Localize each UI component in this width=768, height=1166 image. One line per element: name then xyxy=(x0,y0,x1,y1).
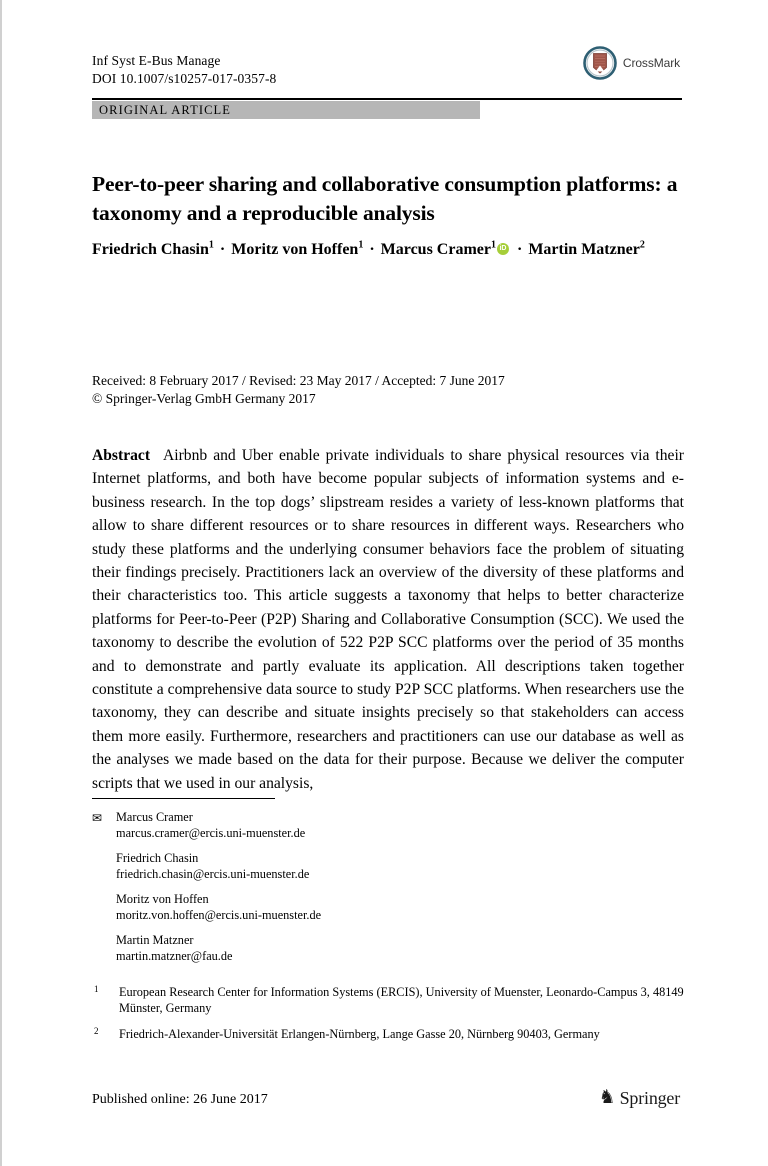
publication-dates xyxy=(92,372,505,408)
journal-header xyxy=(92,52,276,87)
author-name: Moritz von Hoffen xyxy=(231,241,359,258)
article-type-label: ORIGINAL ARTICLE xyxy=(99,102,231,117)
author-affiliation-marker: 1 xyxy=(358,239,364,251)
author-2[interactable] xyxy=(231,241,363,258)
affiliation-list xyxy=(92,985,692,1054)
contact-email[interactable]: marcus.cramer@ercis.uni-muenster.de xyxy=(116,825,306,840)
affiliation-entry xyxy=(92,985,692,1016)
author-list xyxy=(92,238,692,261)
author-separator: · xyxy=(365,241,379,258)
springer-wordmark: Springer xyxy=(619,1088,680,1108)
contact-name: Marcus Cramer xyxy=(116,810,193,824)
author-1[interactable] xyxy=(92,241,214,258)
author-separator: · xyxy=(215,241,230,258)
contact-name: Martin Matzner xyxy=(116,933,194,947)
envelope-icon: ✉ xyxy=(92,811,103,825)
abstract-heading: Abstract xyxy=(92,447,151,464)
affiliation-marker: 2 xyxy=(94,1026,99,1036)
journal-doi: DOI 10.1007/s10257-017-0357-8 xyxy=(92,70,277,86)
contact-email[interactable]: friedrich.chasin@ercis.uni-muenster.de xyxy=(116,866,310,881)
header-rule xyxy=(92,98,682,100)
contact-entry xyxy=(92,892,692,923)
contact-entry xyxy=(92,933,692,964)
date-history: Received: 8 February 2017 / Revised: 23 May 2017 / Accepted: 7 June 2017 xyxy=(92,373,505,388)
crossmark-logo[interactable] xyxy=(583,46,680,80)
crossmark-icon xyxy=(583,46,617,80)
footnote-rule xyxy=(92,798,275,799)
contact-entry xyxy=(92,810,692,841)
orcid-icon[interactable] xyxy=(497,243,509,255)
springer-logo xyxy=(599,1088,680,1109)
affiliation-marker: 1 xyxy=(94,984,99,994)
affiliation-text: European Research Center for Information Systems (ERCIS), University of Muenster, Leonardo-Campus 3, 48149 Münster, Germany xyxy=(119,985,684,1015)
affiliation-text: Friedrich-Alexander-Universität Erlangen-Nürnberg, Lange Gasse 20, Nürnberg 90403, Germany xyxy=(119,1027,600,1041)
journal-name: Inf Syst E-Bus Manage xyxy=(92,53,221,68)
author-affiliation-marker: 2 xyxy=(639,239,645,251)
author-affiliation-marker: 1 xyxy=(490,239,496,251)
crossmark-label: CrossMark xyxy=(622,56,680,70)
abstract-section xyxy=(92,444,684,795)
contact-list xyxy=(92,810,692,974)
published-online: Published online: 26 June 2017 xyxy=(92,1092,268,1107)
contact-name: Moritz von Hoffen xyxy=(116,892,209,906)
abstract-body: Airbnb and Uber enable private individuals to share physical resources via their Internet platforms, and both have become popular subjects of information systems and e-business research. In the top dogs’ slipstream resides a variety of less-known platforms that allow to share different resources or to share resources in different ways. Researchers who study these platforms and the underlying consumer behaviors face the problem of situating their findings precisely. Practitioners lack an overview of the diversity of these platforms and their characteristics too. This article suggests a taxonomy that helps to better characterize platforms for Peer-to-Peer (P2P) Sharing and Collaborative Consumption (SCC). We used the taxonomy to describe the evolution of 522 P2P SCC platforms over the period of 35 months and to demonstrate and partly evaluate its application. All descriptions taken together constitute a comprehensive data source to study P2P SCC platforms. When researchers use the taxonomy, they can describe and situate insights precisely so that stakeholders can access them more easily. Furthermore, researchers and practitioners can use our database as well as the analyses we made based on the data for their purpose. Because we deliver the computer scripts that we used in our analysis, xyxy=(92,447,684,792)
page-title: Peer-to-peer sharing and collaborative consumption platforms: a taxonomy and a reproducible analysis xyxy=(92,172,678,226)
contact-name: Friedrich Chasin xyxy=(116,851,199,865)
contact-entry xyxy=(92,851,692,882)
author-3[interactable] xyxy=(381,241,511,258)
author-name: Friedrich Chasin xyxy=(92,241,209,258)
article-type-band xyxy=(92,101,480,119)
springer-knight-icon: ♞ xyxy=(598,1087,616,1108)
author-name: Marcus Cramer xyxy=(380,241,491,258)
affiliation-entry xyxy=(92,1027,692,1043)
contact-email[interactable]: martin.matzner@fau.de xyxy=(116,948,233,963)
author-affiliation-marker: 1 xyxy=(208,239,214,251)
copyright-line: © Springer-Verlag GmbH Germany 2017 xyxy=(92,391,316,406)
contact-email[interactable]: moritz.von.hoffen@ercis.uni-muenster.de xyxy=(116,907,322,922)
author-separator: · xyxy=(512,241,527,258)
author-name: Martin Matzner xyxy=(528,241,640,258)
author-4[interactable] xyxy=(528,241,645,258)
